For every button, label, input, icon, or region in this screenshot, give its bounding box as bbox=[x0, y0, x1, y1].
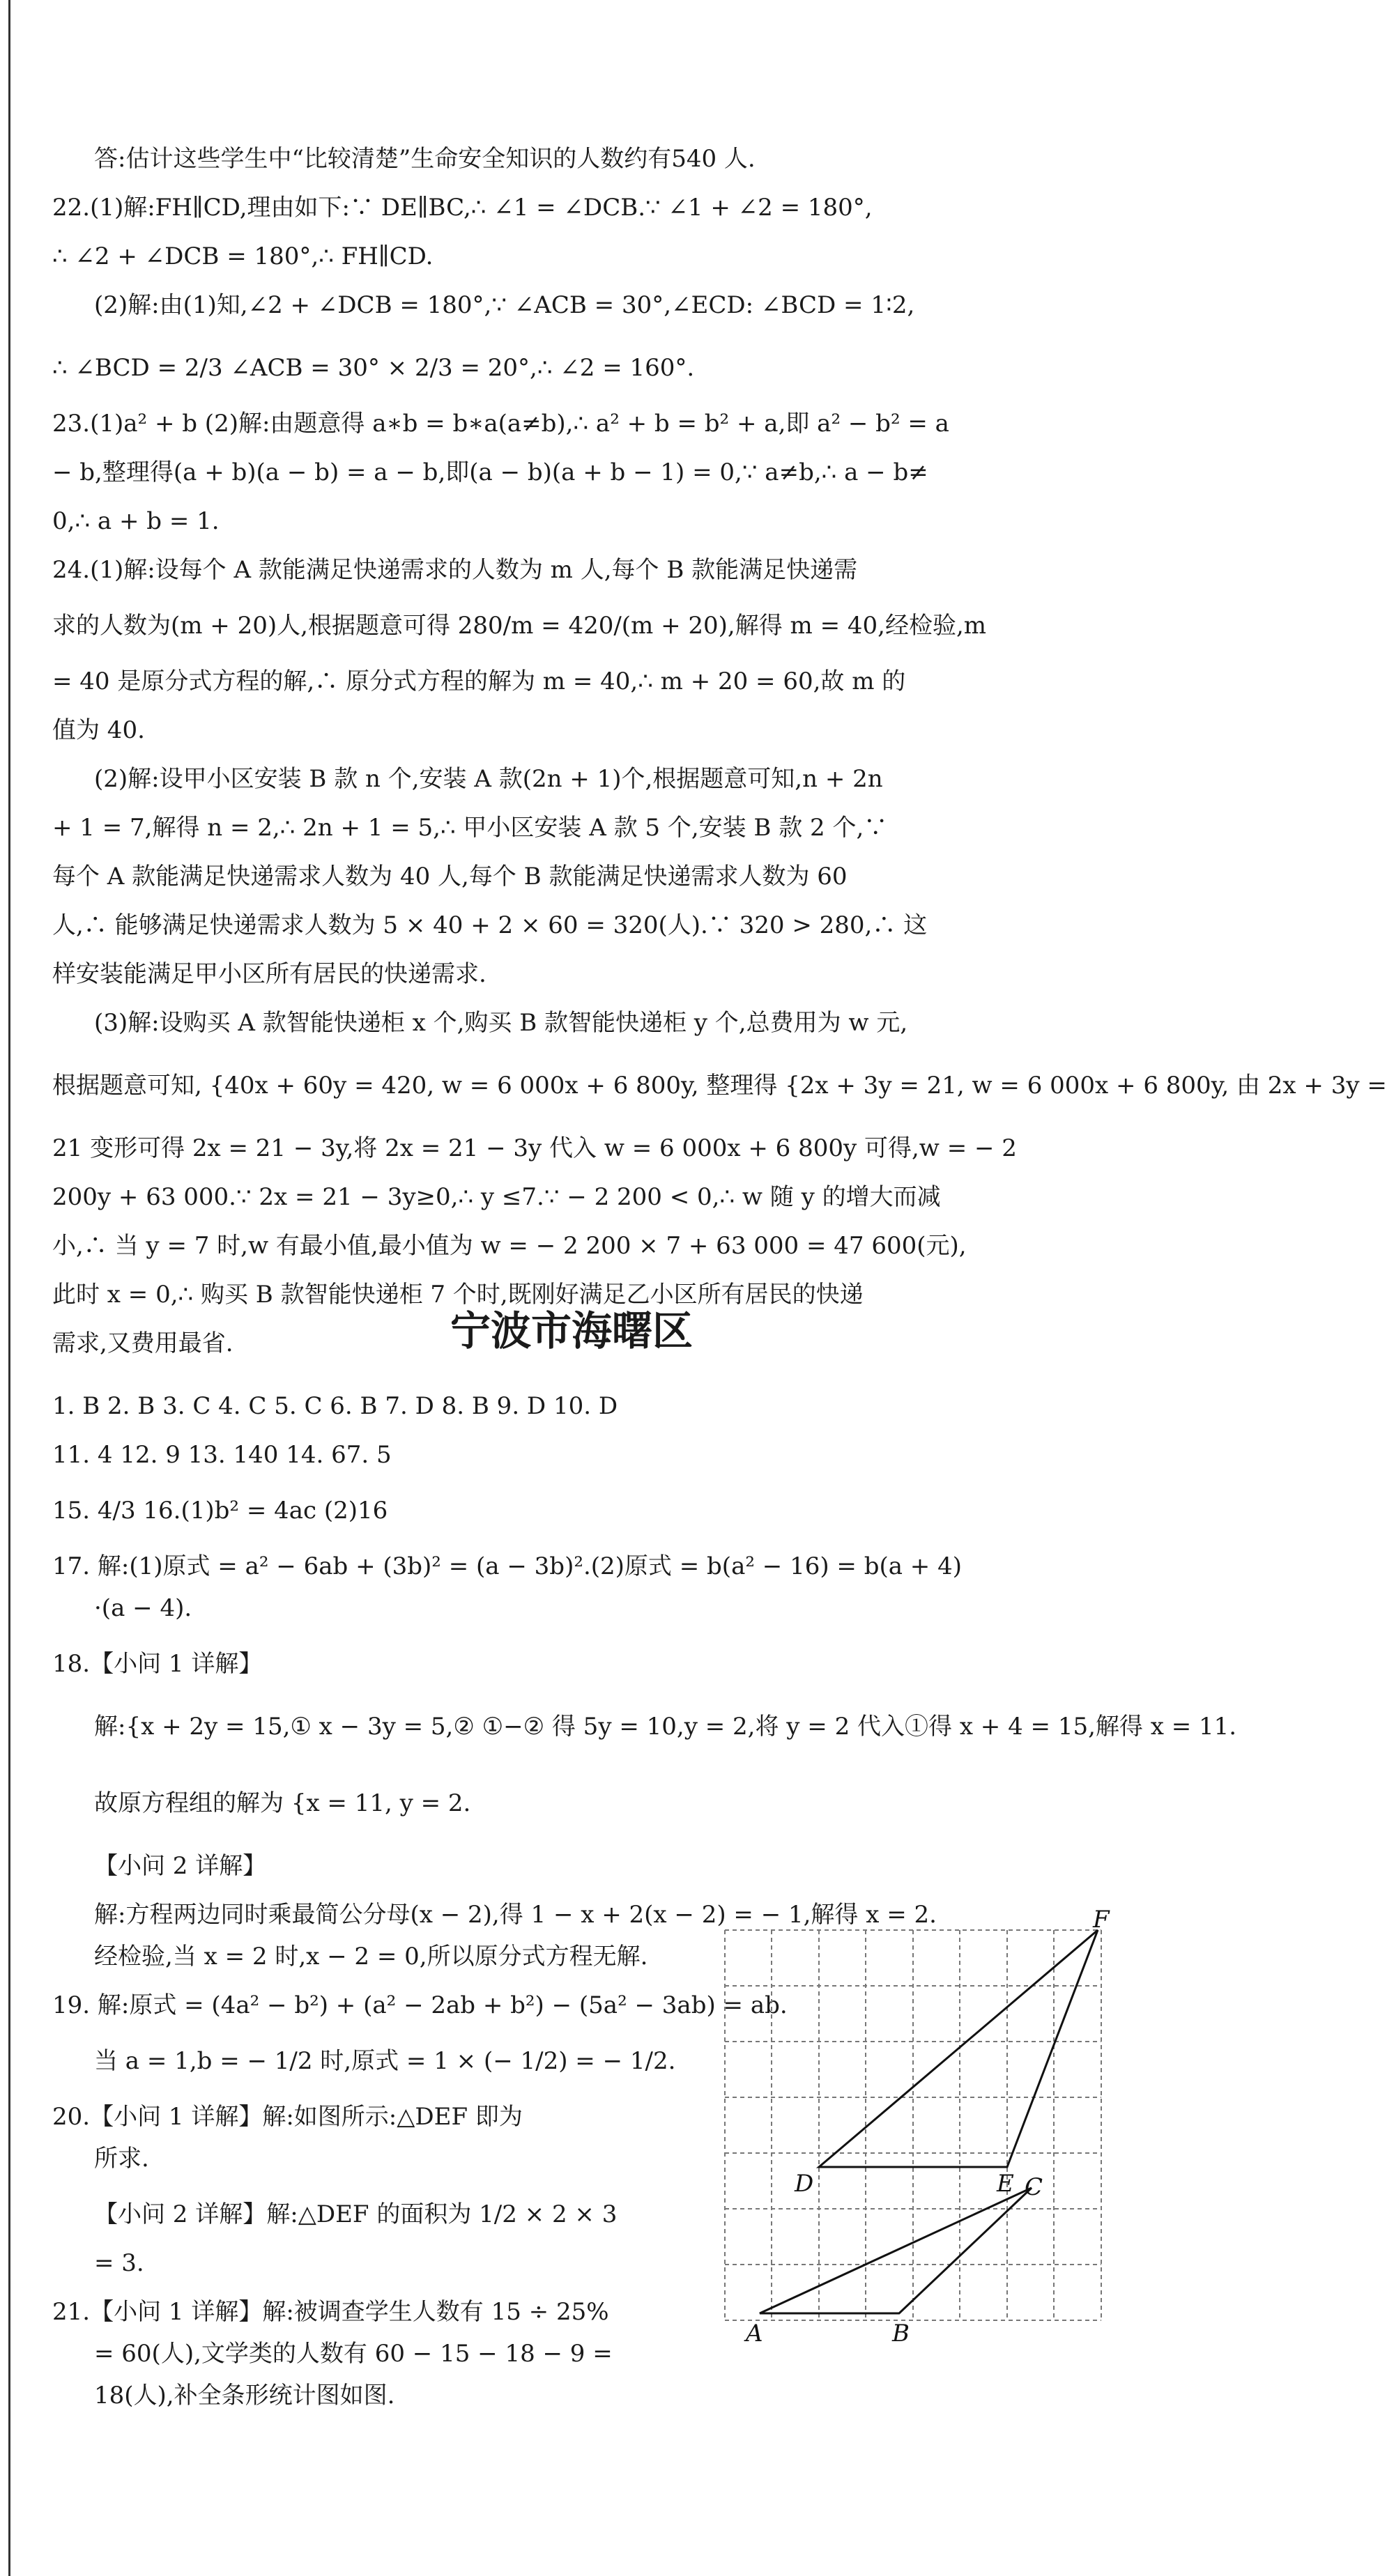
triangle-def bbox=[819, 1930, 1098, 2167]
section-title: 宁波市海曙区 bbox=[450, 1307, 693, 1355]
text-line: 【小问 2 详解】解:△DEF 的面积为 1/2 × 2 × 3 bbox=[94, 2200, 618, 2228]
text-line: 每个 A 款能满足快递需求人数为 40 人,每个 B 款能满足快递需求人数为 60 bbox=[52, 863, 848, 890]
text-line: 22.(1)解:FH∥CD,理由如下:∵ DE∥BC,∴ ∠1 = ∠DCB.∵ ∠1 + ∠2 = 180°, bbox=[52, 194, 873, 222]
text-line: 19. 解:原式 = (4a² − b²) + (a² − 2ab + b²) − (5a² − 3ab) = ab. bbox=[52, 1991, 788, 2019]
text-line: 23.(1)a² + b (2)解:由题意得 a∗b = b∗a(a≠b),∴ a² + b = b² + a,即 a² − b² = a bbox=[52, 410, 949, 438]
text-line: (2)解:由(1)知,∠2 + ∠DCB = 180°,∵ ∠ACB = 30°,∠ECD: ∠BCD = 1∶2, bbox=[94, 291, 915, 319]
text-line: (3)解:设购买 A 款智能快递柜 x 个,购买 B 款智能快递柜 y 个,总费用为 w 元, bbox=[94, 1009, 908, 1037]
text-line: = 3. bbox=[94, 2249, 144, 2277]
text-line: 20.【小问 1 详解】解:如图所示:△DEF 即为 bbox=[52, 2103, 523, 2131]
text-line: ·(a − 4). bbox=[94, 1594, 192, 1622]
triangle-abc bbox=[760, 2188, 1032, 2313]
text-line: ∴ ∠2 + ∠DCB = 180°,∴ FH∥CD. bbox=[52, 242, 434, 270]
text-line: 经检验,当 x = 2 时,x − 2 = 0,所以原分式方程无解. bbox=[94, 1943, 648, 1970]
text-line: = 40 是原分式方程的解,∴ 原分式方程的解为 m = 40,∴ m + 20 = 60,故 m 的 bbox=[52, 668, 906, 695]
text-line: 17. 解:(1)原式 = a² − 6ab + (3b)² = (a − 3b)².(2)原式 = b(a² − 16) = b(a + 4) bbox=[52, 1552, 962, 1580]
text-line: 根据题意可知, {40x + 60y = 420, w = 6 000x + 6 800y, 整理得 {2x + 3y = 21, w = 6 000x + 6 800y, 由 2x + 3y = bbox=[52, 1072, 1387, 1100]
text-line: 18.【小问 1 详解】 bbox=[52, 1650, 263, 1678]
point-label-a: A bbox=[746, 2320, 763, 2347]
text-line: 1. B 2. B 3. C 4. C 5. C 6. B 7. D 8. B 9. D 10. D bbox=[52, 1392, 618, 1420]
text-line: 21.【小问 1 详解】解:被调查学生人数有 15 ÷ 25% bbox=[52, 2298, 609, 2326]
point-label-d: D bbox=[795, 2170, 814, 2198]
text-line: 需求,又费用最省. bbox=[52, 1329, 233, 1357]
text-line: 求的人数为(m + 20)人,根据题意可得 280/m = 420/(m + 20),解得 m = 40,经检验,m bbox=[52, 612, 987, 640]
text-line: 21 变形可得 2x = 21 − 3y,将 2x = 21 − 3y 代入 w = 6 000x + 6 800y 可得,w = − 2 bbox=[52, 1134, 1017, 1162]
text-line: 11. 4 12. 9 13. 140 14. 67. 5 bbox=[52, 1441, 392, 1469]
grid-figure-svg bbox=[718, 1906, 1110, 2369]
text-line: + 1 = 7,解得 n = 2,∴ 2n + 1 = 5,∴ 甲小区安装 A 款 5 个,安装 B 款 2 个,∵ bbox=[52, 814, 888, 842]
text-line: 24.(1)解:设每个 A 款能满足快递需求的人数为 m 人,每个 B 款能满足快递需 bbox=[52, 556, 858, 584]
text-line: 15. 4/3 16.(1)b² = 4ac (2)16 bbox=[52, 1497, 388, 1525]
point-label-e: E bbox=[997, 2170, 1014, 2198]
text-line: 人,∴ 能够满足快递需求人数为 5 × 40 + 2 × 60 = 320(人).∵ 320 > 280,∴ 这 bbox=[52, 911, 928, 939]
text-line: 答:估计这些学生中“比较清楚”生命安全知识的人数约有540 人. bbox=[94, 145, 756, 173]
text-line: 故原方程组的解为 {x = 11, y = 2. bbox=[94, 1789, 471, 1817]
text-line: 所求. bbox=[94, 2145, 149, 2173]
point-label-b: B bbox=[892, 2320, 910, 2347]
text-line: 解:方程两边同时乘最简公分母(x − 2),得 1 − x + 2(x − 2) = − 1,解得 x = 2. bbox=[94, 1901, 937, 1929]
text-line: 值为 40. bbox=[52, 716, 145, 744]
text-line: 200y + 63 000.∵ 2x = 21 − 3y≥0,∴ y ≤7.∵ − 2 200 < 0,∴ w 随 y 的增大而减 bbox=[52, 1183, 941, 1211]
point-label-f: F bbox=[1093, 1906, 1110, 1934]
text-line: ∴ ∠BCD = 2/3 ∠ACB = 30° × 2/3 = 20°,∴ ∠2 = 160°. bbox=[52, 354, 695, 382]
text-line: 小,∴ 当 y = 7 时,w 有最小值,最小值为 w = − 2 200 × 7 + 63 000 = 47 600(元), bbox=[52, 1232, 967, 1260]
text-line: 样安装能满足甲小区所有居民的快递需求. bbox=[52, 960, 486, 988]
text-line: (2)解:设甲小区安装 B 款 n 个,安装 A 款(2n + 1)个,根据题意可知,n + 2n bbox=[94, 765, 883, 793]
text-line: = 60(人),文学类的人数有 60 − 15 − 18 − 9 = bbox=[94, 2340, 613, 2368]
text-line: 解:{x + 2y = 15,① x − 3y = 5,② ①−② 得 5y = 10,y = 2,将 y = 2 代入①得 x + 4 = 15,解得 x = 11. bbox=[94, 1713, 1237, 1741]
text-line: 此时 x = 0,∴ 购买 B 款智能快递柜 7 个时,既刚好满足乙小区所有居民的快递 bbox=[52, 1281, 864, 1309]
text-line: 当 a = 1,b = − 1/2 时,原式 = 1 × (− 1/2) = − 1/2. bbox=[94, 2047, 676, 2075]
grid-lines bbox=[725, 1930, 1101, 2320]
text-line: 0,∴ a + b = 1. bbox=[52, 507, 220, 535]
grid-figure bbox=[718, 1906, 1110, 2369]
point-label-c: C bbox=[1025, 2173, 1043, 2201]
text-line: − b,整理得(a + b)(a − b) = a − b,即(a − b)(a + b − 1) = 0,∵ a≠b,∴ a − b≠ bbox=[52, 458, 928, 486]
left-margin-rule bbox=[8, 0, 10, 2576]
text-line: 18(人),补全条形统计图如图. bbox=[94, 2382, 395, 2409]
text-line: 【小问 2 详解】 bbox=[94, 1852, 267, 1880]
